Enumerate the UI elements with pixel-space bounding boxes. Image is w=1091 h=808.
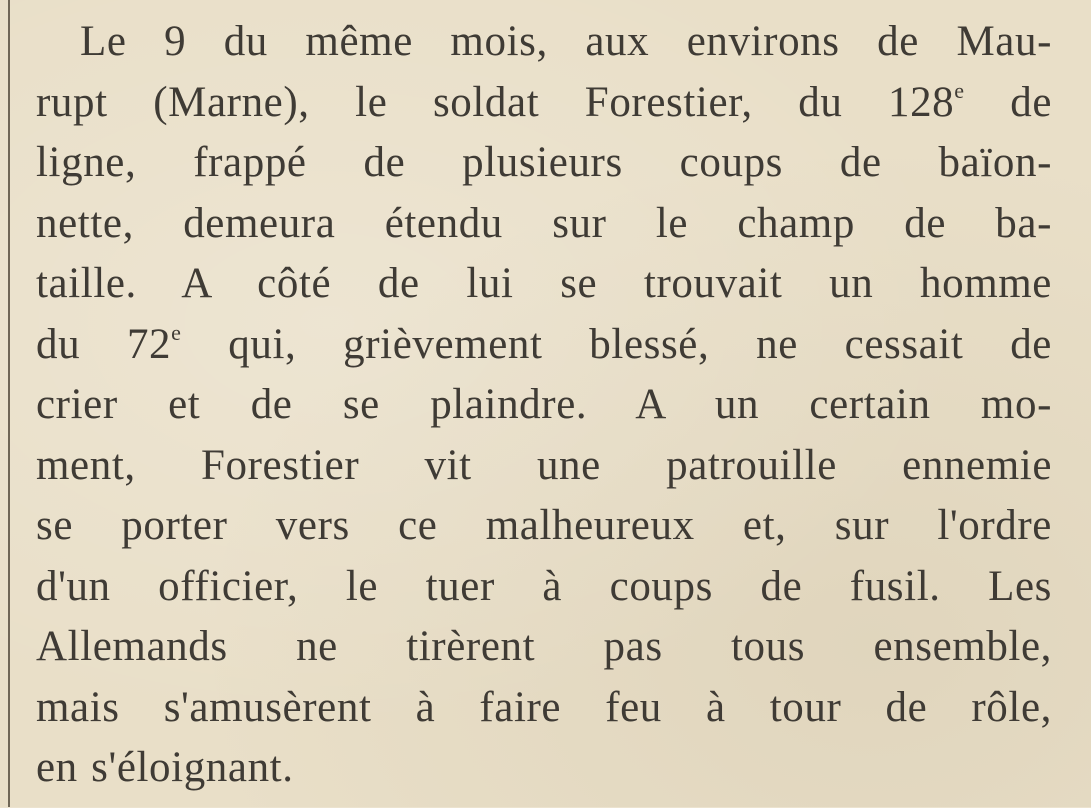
text-line: du 72e qui, grièvement blessé, ne cessait de (36, 319, 1052, 368)
text-line: rupt (Marne), le soldat Forestier, du 128e de (36, 77, 1053, 126)
text-line: d'un officier, le tuer à coups de fusil. Les (36, 562, 1052, 610)
article-paragraph (36, 12, 1052, 799)
cropped-previous-line (60, 0, 1060, 4)
text-line: ment, Forestier vit une patrouille ennemie (36, 441, 1052, 489)
text-line: se porter vers ce malheureux et, sur l'ordre (36, 502, 1052, 549)
column-rule (8, 0, 10, 807)
cropped-next-line (78, 788, 1078, 808)
text-line: taille. A côté de lui se trouvait un homme (36, 260, 1052, 307)
text-line: ligne, frappé de plusieurs coups de baïon- (36, 139, 1052, 186)
text-line: mais s'amusèrent à faire feu à tour de rôle, (36, 683, 1052, 731)
text-line: en s'éloignant. (36, 744, 294, 791)
text-line: nette, demeura étendu sur le champ de ba- (36, 199, 1052, 247)
text-line: Allemands ne tirèrent pas tous ensemble, (36, 623, 1052, 670)
text-line: Le 9 du même mois, aux environs de Mau- (80, 18, 1052, 65)
text-line: crier et de se plaindre. A un certain mo- (36, 381, 1052, 428)
